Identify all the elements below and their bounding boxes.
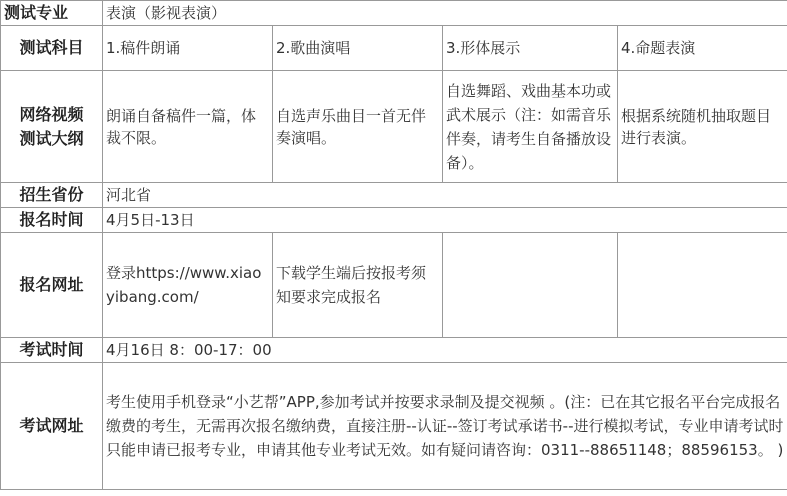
label-outline-line1: 网络视频 — [19, 104, 84, 124]
outline-3: 自选舞蹈、戏曲基本功或武术展示（注：如需音乐伴奏，请考生自备播放设备）。 — [443, 71, 618, 183]
outline-2: 自选声乐曲目一首无伴奏演唱。 — [273, 71, 443, 183]
empty-cell-1 — [443, 233, 618, 338]
value-major: 表演（影视表演） — [103, 1, 787, 26]
label-exam-time: 考试时间 — [1, 338, 103, 363]
subject-3: 3.形体展示 — [443, 26, 618, 71]
row-subjects — [1, 26, 787, 71]
row-exam-time — [1, 338, 787, 363]
row-exam-site — [1, 363, 787, 490]
subject-1: 1.稿件朗诵 — [103, 26, 273, 71]
value-reg-time: 4月5日-13日 — [103, 208, 787, 233]
label-outline-line2: 测试大纲 — [19, 128, 84, 148]
row-major — [1, 1, 787, 26]
subject-2: 2.歌曲演唱 — [273, 26, 443, 71]
label-reg-site: 报名网址 — [1, 233, 103, 338]
outline-1: 朗诵自备稿件一篇，体裁不限。 — [103, 71, 273, 183]
value-reg-instruction: 下载学生端后按报考须知要求完成报名 — [273, 233, 443, 338]
row-outline — [1, 71, 787, 183]
value-exam-site: 考生使用手机登录“小艺帮”APP,参加考试并按要求录制及提交视频 。(注：已在其它报名平台完成报名缴费的考生，无需再次报名缴纳费，直接注册--认证--签订考试承诺书--进行模拟考试，专业申请考试时只能申请已报考专业，申请其他专业考试无效。如有疑问请咨询：0311--88651148；88596153。 ) — [103, 363, 787, 490]
subject-4: 4.命题表演 — [618, 26, 787, 71]
label-outline — [1, 71, 103, 183]
row-reg-site — [1, 233, 787, 338]
value-exam-time: 4月16日 8：00-17：00 — [103, 338, 787, 363]
row-reg-time — [1, 208, 787, 233]
label-exam-site: 考试网址 — [1, 363, 103, 490]
value-province: 河北省 — [103, 183, 787, 208]
label-major: 测试专业 — [1, 1, 103, 26]
outline-4: 根据系统随机抽取题目进行表演。 — [618, 71, 787, 183]
value-reg-login: 登录https://www.xiaoyibang.com/ — [103, 233, 273, 338]
empty-cell-2 — [618, 233, 787, 338]
row-province — [1, 183, 787, 208]
label-province: 招生省份 — [1, 183, 103, 208]
label-reg-time: 报名时间 — [1, 208, 103, 233]
label-subjects: 测试科目 — [1, 26, 103, 71]
